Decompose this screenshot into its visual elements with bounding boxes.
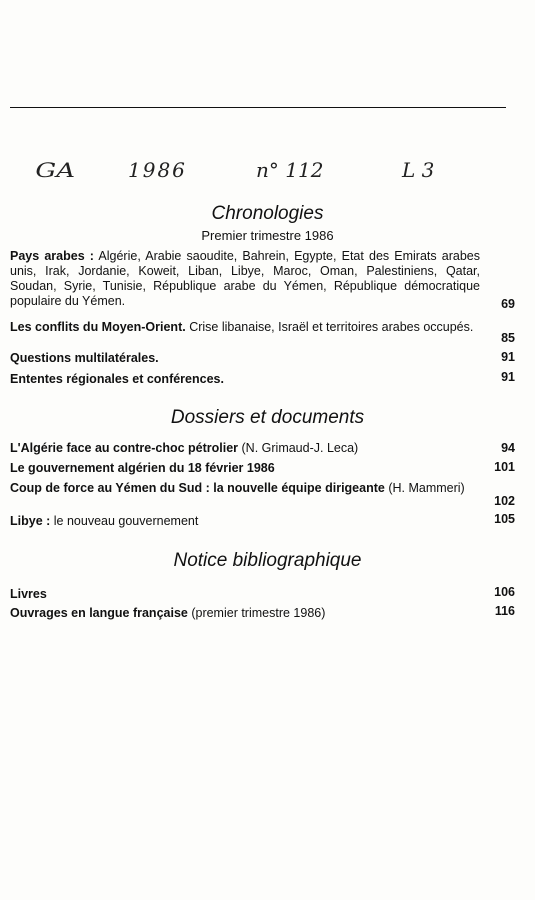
page-number: 116	[494, 604, 515, 618]
entry-text: (N. Grimaud-J. Leca)	[238, 441, 359, 455]
entry-heading: Le gouvernement algérien du 18 février 1986	[10, 461, 275, 475]
section-title-dossiers: Dossiers et documents	[170, 407, 365, 428]
toc-entry-libye	[10, 514, 486, 529]
entry-text: Crise libanaise, Israël et territoires arabes occupés.	[185, 320, 474, 334]
page-number: 91	[501, 350, 515, 364]
toc-entry-livres	[10, 587, 486, 602]
page-number: 105	[494, 512, 515, 526]
toc-entry-gouvernement	[10, 461, 486, 476]
entry-heading: Ententes régionales et conférences.	[10, 372, 224, 386]
toc-entry-algerie	[10, 441, 486, 456]
entry-text: (premier trimestre 1986)	[187, 606, 326, 620]
toc-entry-ententes	[10, 372, 486, 387]
page-number: 106	[494, 585, 515, 599]
entry-heading: Les conflits du Moyen-Orient.	[10, 320, 186, 334]
entry-heading: L'Algérie face au contre-choc pétrolier	[10, 441, 239, 455]
page-number: 94	[501, 441, 515, 455]
handwritten-year: 1986	[128, 158, 187, 182]
page-number: 102	[494, 494, 515, 508]
handwritten-number: n° 112	[256, 158, 324, 182]
page-number: 85	[501, 331, 515, 345]
toc-entry-pays-arabes	[10, 249, 480, 309]
handwritten-mark: L 3	[402, 158, 435, 182]
entry-text: le nouveau gouvernement	[50, 514, 199, 528]
section-title-notice: Notice bibliographique	[173, 550, 362, 571]
entry-text: Algérie, Arabie saoudite, Bahrein, Egypte, Etat des Emirats arabes unis, Irak, Jordanie, Koweit, Liban, Libye, Maroc, Oman, Palestiniens, Qatar, Soudan, Syrie, Tunisie, République arabe du Yémen, République démocratique populaire du Yémen.	[10, 249, 481, 308]
entry-heading: Pays arabes :	[10, 249, 94, 263]
entry-heading: Coup de force au Yémen du Sud : la nouvelle équipe dirigeante	[10, 481, 385, 495]
handwritten-annotation	[0, 150, 535, 190]
page-number: 101	[494, 460, 515, 474]
section-title-chronologies: Chronologies	[211, 203, 324, 224]
entry-heading: Ouvrages en langue française	[10, 606, 188, 620]
page-number: 69	[501, 297, 515, 311]
toc-entry-yemen	[10, 481, 480, 496]
entry-text: (H. Mammeri)	[384, 481, 465, 495]
handwritten-code: GA	[35, 158, 75, 182]
entry-heading: Libye :	[10, 514, 51, 528]
toc-entry-ouvrages	[10, 606, 486, 621]
top-rule	[10, 107, 506, 108]
page-number: 91	[501, 370, 515, 384]
section-subtitle: Premier trimestre 1986	[201, 228, 334, 243]
toc-entry-questions	[10, 351, 486, 366]
entry-heading: Livres	[10, 587, 47, 601]
entry-heading: Questions multilatérales.	[10, 351, 159, 365]
toc-entry-conflits	[10, 320, 480, 335]
